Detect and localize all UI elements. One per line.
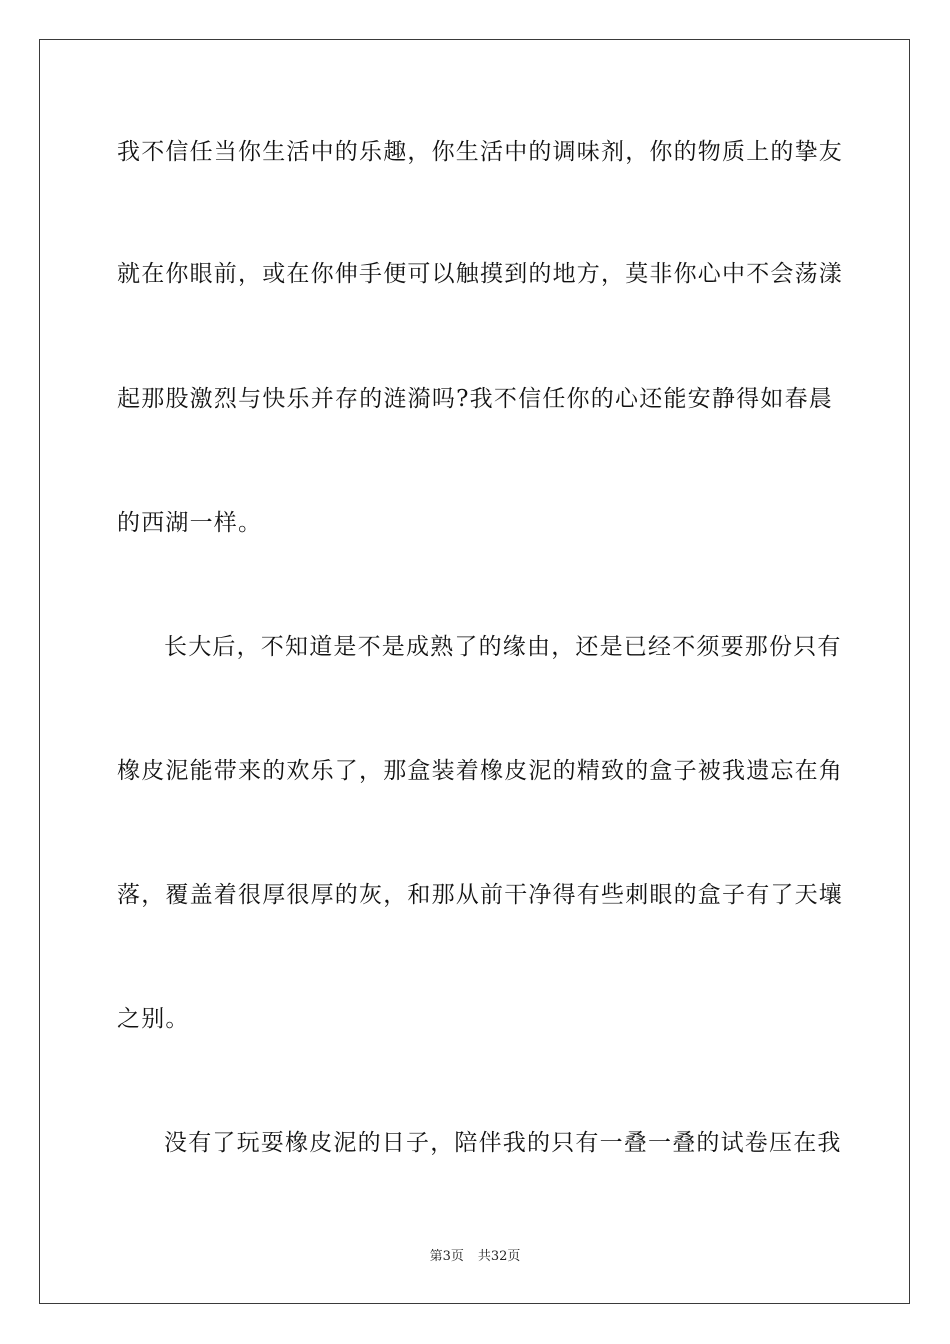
text-line-4: 的西湖一样。 <box>117 510 263 536</box>
page-number: 第3页 <box>429 1249 464 1264</box>
text-line-9: 没有了玩耍橡皮泥的日子，陪伴我的只有一叠一叠的试卷压在我 <box>164 1130 842 1156</box>
text-line-6: 橡皮泥能带来的欢乐了，那盒装着橡皮泥的精致的盒子被我遗忘在角 <box>117 758 843 784</box>
text-line-3: 起那股激烈与快乐并存的涟漪吗?我不信任你的心还能安静得如春晨 <box>117 386 833 412</box>
text-line-1: 我不信任当你生活中的乐趣，你生活中的调味剂，你的物质上的挚友 <box>117 139 843 165</box>
text-line-2: 就在你眼前，或在你伸手便可以触摸到的地方，莫非你心中不会荡漾 <box>117 261 843 287</box>
total-pages: 共32页 <box>477 1249 521 1264</box>
text-line-7: 落，覆盖着很厚很厚的灰，和那从前干净得有些刺眼的盒子有了天壤 <box>117 882 843 908</box>
text-line-5: 长大后，不知道是不是成熟了的缘由，还是已经不须要那份只有 <box>164 634 842 660</box>
text-line-8: 之别。 <box>117 1006 190 1032</box>
page-border <box>39 39 910 1304</box>
page-footer <box>0 1248 950 1266</box>
